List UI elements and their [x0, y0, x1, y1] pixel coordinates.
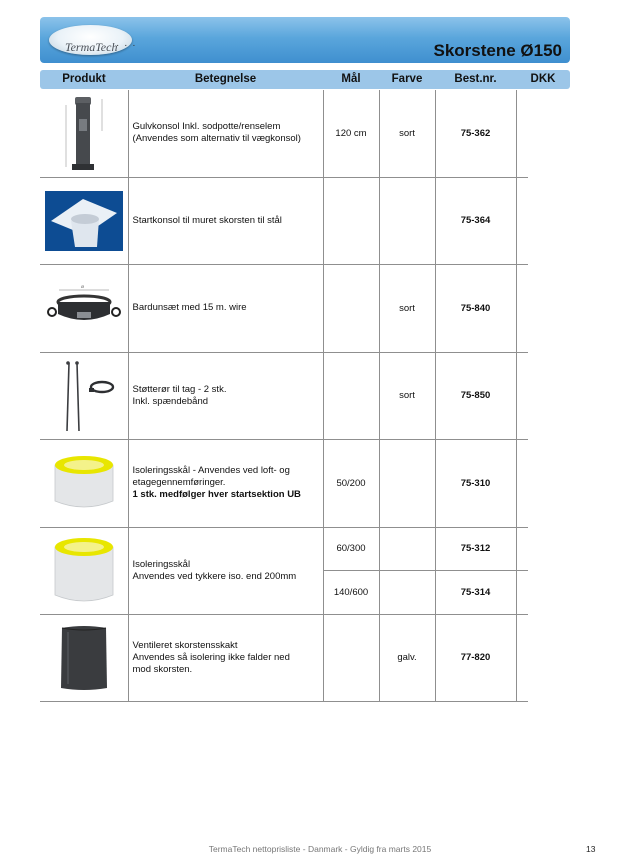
size-cell — [323, 264, 379, 352]
color-cell — [379, 570, 435, 614]
table-row — [40, 527, 528, 570]
table-row — [40, 352, 528, 439]
col-dkk: DKK — [530, 73, 556, 85]
size-cell: 140/600 — [323, 570, 379, 614]
table-row — [40, 439, 528, 527]
insulation-shell-tall-image — [40, 527, 128, 614]
price-cell — [516, 352, 528, 439]
col-bestnr: Best.nr. — [454, 73, 497, 85]
price-cell — [516, 177, 528, 264]
product-description: Ventileret skorstensskakt Anvendes så isolering ikke falder ned mod skorsten. — [128, 614, 323, 701]
item-number: 77-820 — [435, 614, 516, 701]
page-title: Skorstene Ø150 — [433, 41, 562, 60]
price-cell — [516, 570, 528, 614]
item-number: 75-362 — [435, 90, 516, 177]
ventilated-jacket-image — [40, 614, 128, 701]
price-cell — [516, 264, 528, 352]
item-number: 75-840 — [435, 264, 516, 352]
color-cell: sort — [379, 264, 435, 352]
color-cell — [379, 439, 435, 527]
logo-dots: · · · — [116, 40, 137, 51]
col-betegnelse: Betegnelse — [194, 73, 257, 85]
price-cell — [516, 439, 528, 527]
table-row — [40, 614, 528, 701]
footer-text: TermaTech nettoprisliste - Danmark - Gyldig fra marts 2015 — [208, 844, 432, 854]
color-cell: sort — [379, 90, 435, 177]
size-cell: 120 cm — [323, 90, 379, 177]
product-description: Gulvkonsol Inkl. sodpotte/renselem (Anvendes som alternativ til vægkonsol) — [128, 90, 323, 177]
item-number: 75-364 — [435, 177, 516, 264]
color-cell — [379, 177, 435, 264]
svg-text:Ø: Ø — [80, 284, 84, 289]
size-cell — [323, 177, 379, 264]
product-description: Isoleringsskål Anvendes ved tykkere iso. end 200mm — [128, 527, 323, 614]
item-number: 75-310 — [435, 439, 516, 527]
item-number: 75-314 — [435, 570, 516, 614]
color-cell: sort — [379, 352, 435, 439]
table-row — [40, 90, 528, 177]
table-row — [40, 177, 528, 264]
size-cell — [323, 352, 379, 439]
size-cell — [323, 614, 379, 701]
guy-wire-collar-image — [40, 264, 128, 352]
size-cell: 60/300 — [323, 527, 379, 570]
start-console-image — [40, 177, 128, 264]
color-cell: galv. — [379, 614, 435, 701]
header-banner — [40, 17, 570, 63]
product-table — [40, 90, 528, 702]
product-description: Bardunsæt med 15 m. wire — [128, 264, 323, 352]
roof-support-rods-image — [40, 352, 128, 439]
price-cell — [516, 614, 528, 701]
table-row — [40, 264, 528, 352]
product-description: Startkonsol til muret skorsten til stål — [128, 177, 323, 264]
color-cell — [379, 527, 435, 570]
table-header — [40, 70, 570, 89]
size-cell: 50/200 — [323, 439, 379, 527]
product-description: Isoleringsskål - Anvendes ved loft- og etagegennemføringer. 1 stk. medfølger hver startsektion UB — [128, 439, 323, 527]
page-number: 13 — [586, 844, 596, 854]
price-cell — [516, 527, 528, 570]
item-number: 75-850 — [435, 352, 516, 439]
logo-text: TermaTech — [65, 40, 118, 54]
col-farve: Farve — [391, 73, 423, 85]
product-description: Støtterør til tag - 2 stk. Inkl. spændebånd — [128, 352, 323, 439]
insulation-shell-image — [40, 439, 128, 527]
col-mal: Mål — [341, 73, 361, 85]
price-cell — [516, 90, 528, 177]
floor-console-image — [40, 90, 128, 177]
item-number: 75-312 — [435, 527, 516, 570]
col-produkt: Produkt — [62, 73, 106, 85]
